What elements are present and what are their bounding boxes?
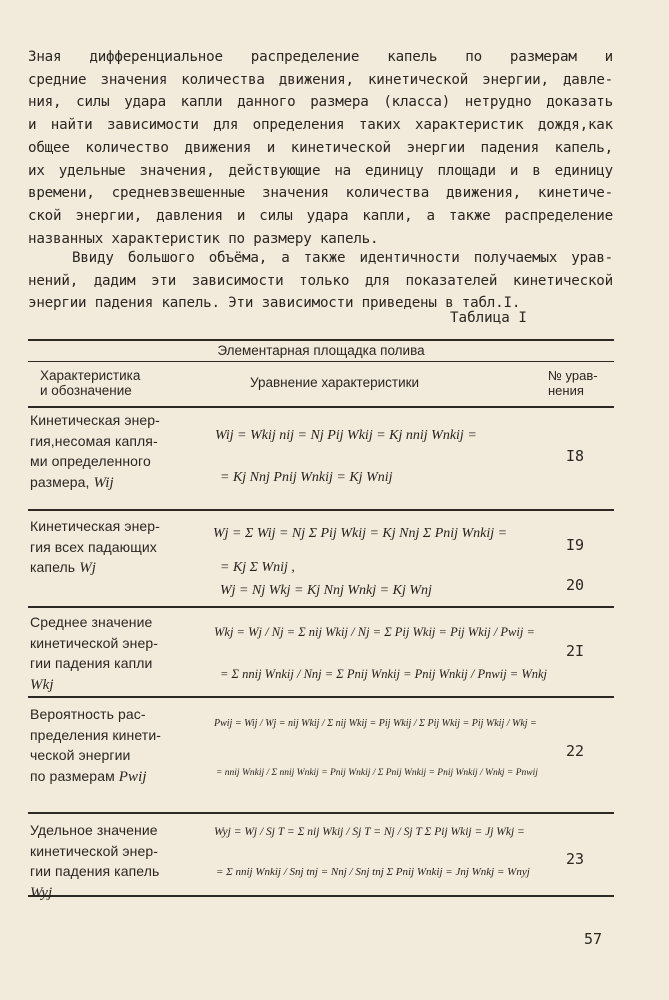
char-line: кинетической энер- — [30, 842, 158, 859]
equation: = nnij Wnkij / Σ nnij Wnkij = Pnij Wnkij / Σ Pnij Wnkij = Pnij Wnkij / Wnkj = Pnwij — [216, 768, 538, 778]
char-line: пределения кинети- — [30, 726, 162, 743]
text-line: их удельные значения, действующие на единицу площади и в единицу — [28, 162, 613, 179]
char-text: размера, — [30, 473, 94, 490]
char-line: Вероятность рас- — [30, 706, 146, 722]
row-2-characteristic — [30, 516, 202, 579]
char-line: гии падения капли — [30, 655, 153, 671]
table-rule — [28, 606, 614, 608]
char-line — [30, 557, 202, 579]
equation-number: 20 — [566, 576, 585, 594]
header-line: нения — [548, 383, 584, 398]
row-5-characteristic — [30, 820, 202, 903]
paragraph-1 — [28, 46, 613, 250]
table-rule — [28, 339, 614, 341]
page-number: 57 — [584, 930, 603, 948]
table-rule — [28, 361, 614, 362]
char-text: по размерам — [30, 767, 119, 784]
header-line: и обозначение — [40, 383, 132, 398]
equation: Wj = Σ Wij = Nj Σ Pij Wkij = Kj Nnj Σ Pnij Wnkij = — [213, 526, 508, 541]
text-line: ния, силы удара капли данного размера (класса) нетрудно доказать — [28, 94, 613, 111]
equation: = Σ nnij Wnkij / Snj tnj = Nnj / Snj tnj Σ Pnij Wnkij = Jnj Wnkj = Wnyj — [216, 866, 530, 878]
header-number — [548, 368, 618, 398]
char-text: капель — [30, 559, 80, 575]
char-line: Среднее значение — [30, 614, 153, 630]
char-line — [30, 472, 202, 494]
equation-number: I9 — [566, 536, 585, 554]
symbol: Wkj — [30, 676, 54, 693]
equation-number: 2I — [566, 642, 585, 660]
table-rule — [28, 406, 614, 408]
equation: Wkj = Wj / Nj = Σ nij Wkij / Nj = Σ Pij Wkij = Pij Wkij / Pwij = — [214, 625, 535, 639]
table-caption: Таблица I — [450, 310, 527, 326]
char-line: ческой энергии — [30, 747, 131, 763]
equation-number: 23 — [566, 850, 585, 868]
equation: Wj = Nj Wkj = Kj Nnj Wnkj = Kj Wnj — [220, 583, 432, 598]
char-line: Кинетическая энер- — [30, 412, 160, 428]
text-line: нений, дадим эти зависимости только для показателей кинетической — [28, 272, 613, 289]
equation: Pwij = Wij / Wj = nij Wkij / Σ nij Wkij = Pij Wkij / Σ Pij Wkij = Pij Wkij / Wkj = — [214, 718, 537, 729]
equation: Wyj = Wj / Sj T = Σ nij Wkij / Sj T = Nj / Sj T Σ Pij Wkij = Jj Wkj = — [214, 826, 525, 838]
row-4-characteristic — [30, 704, 202, 787]
paragraph-2 — [28, 247, 613, 315]
text-line: средние значения количества движения, кинетической энергии, давле- — [28, 71, 613, 88]
equation: = Kj Σ Wnij , — [220, 560, 295, 575]
text-line: ской энергии, давления и силы удара капли, а также распределение — [28, 207, 613, 224]
equation: Wij = Wkij nij = Nj Pij Wkij = Kj nnij Wnkij = — [215, 428, 477, 443]
char-line: гии падения капель — [30, 863, 160, 879]
row-3-characteristic — [30, 612, 202, 695]
char-line: кинетической энер- — [30, 634, 158, 651]
char-line: Кинетическая энер- — [30, 518, 160, 534]
char-line — [30, 882, 202, 904]
text-line: и найти зависимости для определения таких характеристик дождя,как — [28, 117, 613, 134]
text-line: энергии падения капель. Эти зависимости приведены в табл.I. — [28, 295, 521, 312]
symbol: Wyj — [30, 884, 53, 901]
text-line: Ввиду большого объёма, а также идентичности получаемых урав- — [72, 250, 613, 266]
equation: = Σ nnij Wnkij / Nnj = Σ Pnij Wnkij = Pnij Wnkij / Pnwij = Wnkj — [220, 667, 548, 681]
header-line: Характеристика — [40, 368, 141, 383]
text-line: названных характеристик по размеру капель. — [28, 230, 379, 247]
table-rule — [28, 509, 614, 511]
symbol: Wj — [79, 560, 97, 576]
char-line — [30, 766, 202, 788]
equation: = Kj Nnj Pnij Wnkij = Kj Wnij — [220, 470, 393, 485]
symbol: Pwij — [118, 768, 147, 785]
char-line: Удельное значение — [30, 822, 158, 838]
header-line: № урав- — [548, 368, 598, 383]
equation-number: 22 — [566, 742, 585, 760]
header-equation: Уравнение характеристики — [250, 375, 420, 390]
char-line: гия всех падающих — [30, 538, 157, 555]
char-line: ми определенного — [30, 453, 151, 469]
text-line: общее количество движения и кинетической энергии падения капель, — [28, 139, 613, 156]
char-line — [30, 674, 202, 696]
table-rule — [28, 696, 614, 698]
symbol: Wij — [93, 474, 114, 491]
table-area-title: Элементарная площадка полива — [217, 343, 425, 358]
row-1-characteristic — [30, 410, 202, 493]
equation-number: I8 — [566, 447, 585, 465]
text-line: Зная дифференциальное распределение капель по размерам и — [28, 49, 613, 65]
text-line: времени, средневзвешенные значения количества движения, кинетиче- — [28, 185, 613, 202]
table-rule — [28, 812, 614, 814]
char-line: гия,несомая капля- — [30, 432, 158, 449]
header-characteristic — [40, 368, 190, 398]
